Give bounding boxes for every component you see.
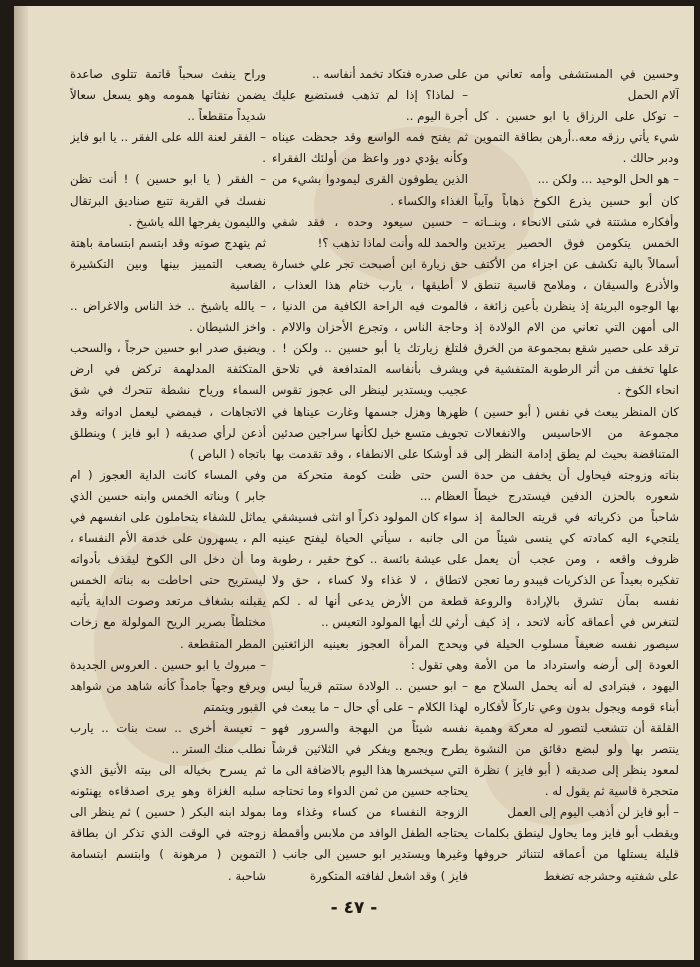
- paragraph: ويقطب أبو فايز وما يحاول لينطق بكلمات قليلة يستلها من أعماقه لتتناثر حروفها على شفتيه وحشرجه تضغط: [474, 826, 679, 883]
- paragraph: وراح ينفث سحباً قاتمة تتلوى صاعدة يضمن نفثاتها همومه وهو يسعل سعالاً شديداً متقطعاً ..: [70, 67, 266, 124]
- paragraph: ويضيق صدر ابو حسين حرجاً ، والسحب المتكثفة المدلهمة تركض في ارض السماء ورياح نشطة تتحرك في شق الاتجاهات ، فيمضي ليعمل ادواته وقد أذعن لرأي صديقه ( ابو فايز ) وينطلق باتجاه ( الباص ): [70, 341, 266, 461]
- paragraph: – الفقر لعنة الله على الفقر .. يا ابو فايز .: [70, 130, 266, 166]
- paragraph: – حسين سيعود وحده ، فقد شفي والحمد لله وأنت لماذا تذهب ؟!: [272, 214, 468, 250]
- paragraph: سواء كان المولود ذكراً او انثى فسيشقي الى جانبه ، سيأتي الحياة ليفتح عينيه على عيشة بائسة .. كوخ حقير ، رطوبة لاتطاق ، لا غذاء ولا كساء ، حق ولا قطعة من الأرض يدعى أنها له . لكم أرثي لك أيها المولود التعيس ..: [272, 509, 468, 630]
- paragraph: – أبو فايز لن أذهب اليوم إلى العمل: [507, 805, 679, 820]
- paragraph: كان أبو حسين يذرع الكوخ ذهاباً وآيباً وأفكاره مشتتة في شتى الانحاء ، وبنــاته الخمس يتكومن فوق الحصير يرتدين أسمالاً بالية تكشف عن اجزاء من الأكتف والأذرع والسيقان ، وملامح قاسية تنطق بها الوجوه البريئة إذ ينظرن بأعين زائغة ، الى أمهن التي تعاني من الام الولادة إذ ترقد على حصير شقع بمجموعة من الخرق علها تخفف من أثر الرطوبة المتفشية في انحاء الكوخ .: [474, 193, 679, 398]
- paragraph: – توكل على الرزاق يا ابو حسين . كل شيء يأتي رزقه معه..أرهن بطاقة التموين ودبر حالك .: [474, 109, 679, 166]
- paragraph: ويحدج المرأة العجوز بعينيه الزائغتين وهي تقول :: [272, 636, 468, 672]
- paragraph: – لماذا؟ إذا لم تذهب فستضيع عليك أجرة اليوم ..: [272, 88, 468, 124]
- paragraph: – هو الحل الوحيد ... ولكن ...: [537, 172, 679, 187]
- paragraph: – ابو حسين .. الولادة ستتم قريباً ليس لهذا الكلام – على أي حال – ما يبعث في نفسه شيئاً من البهجة والسرور فهو يطرح ويجمع ويفكر في الثلاثين قرشاً التي سيخسرها هذا اليوم بالاضافة الى ما يحتاجه حسين من ثمن الدواء وما تحتاجه الزوجة النفساء من كساء وغذاء وما يحتاجه الطفل الوافد من ملابس وأقمطة وغيرها ويستدير ابو حسين الى جانب ( فايز ) وقد اشعل لفافته المتكورة: [272, 678, 468, 883]
- paragraph: – الفقر ( يا ابو حسين ) ! أنت تظن نفسك في القرية تتبع صناديق البرتقال والليمون يفرجها الله ياشيخ .: [70, 172, 266, 229]
- magazine-page: [14, 6, 694, 960]
- paragraph: وحسين في المستشفى وأمه تعاني من آلام الحمل: [474, 67, 679, 103]
- paragraph: حق زيارة ابن أصبحت تجر علي خسارة لا أطيقها ، يارب ختام هذا العذاب ، فالموت فيه الراحة الكافية من الدنيا ، وحاجة الناس ، وتجرع الأحزان والالام . فلتلغ زيارتك يا أبو حسين .. ولكن ! . ويشرف بأنفاسه المتدافعة في تلاحق عجيب ويستدير لينظر الى عجوز تقوس ظهرها وهزل جسمها وغارت عيناها في تجويف متسع خيل لكأنها سراجين صدئين قد أوشكا على الانطفاء ، وقد تقدمت بها السن حتى ظنت كومة متحركة من العظام ...: [272, 256, 468, 503]
- binding-edge: [14, 6, 28, 960]
- paragraph: ثم يتهدج صوته وقد ابتسم ابتسامة باهتة يصعب التمييز بينها وبين التكشيرة القاسية: [70, 235, 266, 292]
- text-column-right: [474, 64, 679, 894]
- paragraph: كان المنظر يبعث في نفس ( أبو حسين ) مجموعة من الاحاسيس والانفعالات المتناقضة بحيث لم يطق إدامة النظر إلى بناته وزوجته فيحاول أن يخفف من حدة شعوره بالحزن الدفين فيستدرج خيطاً شاحباً من ذكرياته في قريته الحالمة إذ يلتجيء اليه كمادته كي ينسى شيئاً من ظروف واقعه ، ومن عجب أن يعمل تفكيره بعيداً عن الذكريات فيبدو رما تعجن نفسه بمآن تشرق بالإرادة والروعة لتنغرس في أعماقه كأنه لاتحد ، إذ كيف سيصور نفسه ضعيفاً مسلوب الحيلة في العودة إلى أرضه واسترداد ما من الأمة اليهود ، فبترادى له أنه يحمل السلاح مع أبناء قومه ويجول بدون وعي تاركاً لأفكاره القلقة أن تتشعب لتصور له معركة وهمية ينتصر بها ولو لبضع دقائق من النشوة لمعود ينظر إلى صديقه ( أبو فايز ) نظرة متحجرة قاسية ثم يقول له .: [474, 404, 679, 799]
- paragraph: – تعيسة أخرى .. ست بنات .. يارب نطلب منك الستر ..: [70, 720, 266, 756]
- paragraph: ثم يسرح بخياله الى بيته الأنيق الذي سلبه الغزاة وهو يرى اصدقاءه يهنئونه بمولد ابنه البكر ( حسين ) ثم ينظر الى زوجته في الوقت الذي تذكر ان بطاقة التموين ( مرهونة ) وابتسم ابتسامة شاحبة .: [70, 763, 266, 883]
- paragraph: على صدره فتكاد تخمد أنفاسه ..: [312, 67, 468, 81]
- paragraph: – مبروك يا ابو حسين . العروس الجديدة ويرفع وجهاً جامداً كأنه شاهد من شواهد القبور ويتمتم: [70, 657, 266, 714]
- paragraph: ثم يفتح فمه الواسع وقد جحظت عيناه وكأنه يؤدي دور واعظ من أولئك الفقراء الذين يطوفون القرى ليمودوا بشيء من الغذاء والكساء .: [272, 130, 468, 208]
- paragraph: وفي المساء كانت الداية العجوز ( ام جابر ) وبناته الخمس وابنه حسين الذي يماثل للشفاء يتحاملون على انفسهم في الم ، يسهرون على خدمة الأم النفساء ، وما أن دخل الى الكوخ ليقذف بأدواته ليستريح حتى احاطت به بناته الخمس يقبلنه بشغاف مرتعد وصوت الداية يأتيه مختلطاً بصرير الريح المولولة مع زخات المطر المتقطعة .: [70, 467, 266, 651]
- text-column-left: [70, 64, 266, 894]
- text-column-middle: [272, 64, 468, 894]
- paragraph: – يالله ياشيخ .. خذ الناس والاغراض .. واخز الشيطان .: [70, 299, 266, 335]
- page-number: - ٤٧ -: [330, 898, 378, 918]
